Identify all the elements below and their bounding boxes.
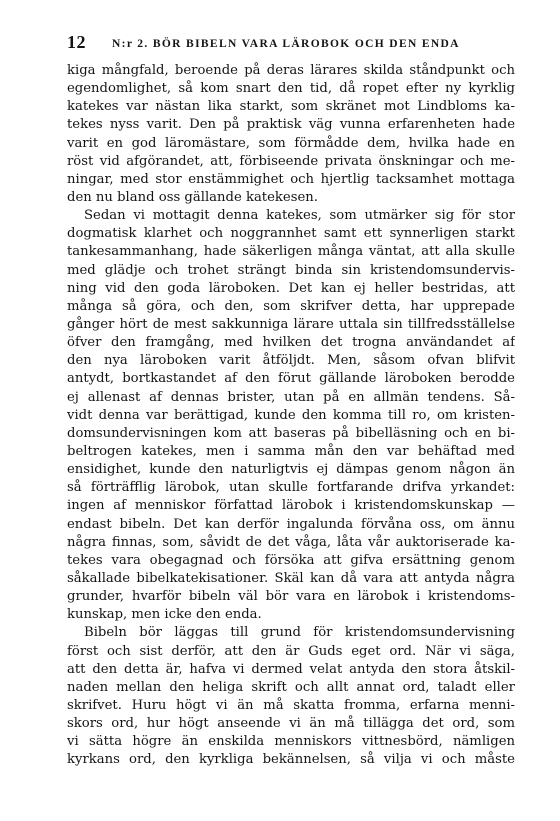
text-line: många så göra, och den, som skrifver detta, har upprepade <box>67 298 515 314</box>
text-line: ingen af menniskor författad lärobok i kristendomskunskap — <box>67 498 515 514</box>
text-line: tekes nyss varit. Den på praktisk väg vunna erfarenheten hade <box>67 117 515 133</box>
text-line: så förträfflig lärobok, utan skulle fortfarande drifva yrkandet: <box>67 480 515 496</box>
text-line: ningar, med stor enstämmighet och hjertlig tacksamhet mottaga <box>67 171 515 187</box>
text-line: att den detta är, hafva vi dermed velat antyda den stora åtskil- <box>67 661 515 677</box>
text-line: kyrkans ord, den kyrkliga bekännelsen, så vilja vi och måste <box>67 752 515 768</box>
text-line: först och sist derför, att den är Guds eget ord. När vi säga, <box>67 643 515 659</box>
text-line: ensidighet, kunde den naturligtvis ej dämpas genom någon än <box>67 462 515 478</box>
text-line: domsundervisningen kom att baseras på bibelläsning och en bi- <box>67 425 515 441</box>
text-line: vidt denna var berättigad, kunde den komma till ro, om kristen- <box>67 407 515 423</box>
text-line: Sedan vi mottagit denna katekes, som utmärker sig för stor <box>84 208 515 224</box>
text-line: naden mellan den heliga skrift och allt annat ord, taladt eller <box>67 679 515 695</box>
text-line: tankesammanhang, hade säkerligen många väntat, att alla skulle <box>67 244 515 260</box>
text-line: egendomlighet, så kom snart den tid, då ropet efter ny kyrklig <box>67 81 515 97</box>
text-line: den nu bland oss gällande katekesen. <box>67 189 318 205</box>
text-line: Bibeln bör läggas till grund för kristendomsundervisning <box>84 625 515 641</box>
text-line: dogmatisk klarhet och noggrannhet samt ett synnerligen starkt <box>67 226 515 242</box>
text-line: gånger hört de mest sakkunniga lärare uttala sin tillfredsställelse <box>67 316 515 332</box>
text-line: katekes var nästan lika starkt, som skränet mot Lindbloms ka- <box>67 99 515 115</box>
text-line: antydt, bortkastandet af den förut gällande läroboken berodde <box>67 371 515 387</box>
text-line: med glädje och trohet strängt binda sin kristendomsundervis- <box>67 262 515 278</box>
text-line: ning vid den goda läroboken. Det kan ej heller bestridas, att <box>67 280 515 296</box>
running-title: N:r 2. BÖR BIBELN VARA LÄROBOK OCH DEN ENDA <box>112 38 460 50</box>
book-page <box>67 32 515 769</box>
text-line: kiga mångfald, beroende på deras lärares skilda ståndpunkt och <box>67 63 515 78</box>
page-number: 12 <box>67 32 86 52</box>
text-line: den nya läroboken varit åtföljdt. Men, såsom ofvan blifvit <box>67 353 515 369</box>
text-line: ej allenast af dennas brister, utan på en allmän tendens. Så- <box>67 389 515 405</box>
text-line: varit en god läromästare, som förmådde dem, hvilka hade en <box>67 135 515 151</box>
text-line: grunder, hvarför bibeln väl bör vara en lärobok i kristendoms- <box>67 589 515 605</box>
text-line: röst vid afgörandet, att, förbiseende privata önskningar och me- <box>67 153 515 169</box>
running-head <box>67 32 515 54</box>
text-line: vi sätta högre än enskilda menniskors vittnesbörd, nämligen <box>67 734 515 750</box>
text-line: beltrogen katekes, men i samma mån den var behäftad med <box>67 443 515 459</box>
text-line: kunskap, men icke den enda. <box>67 607 262 623</box>
text-line: några finnas, som, såvidt de det våga, låta vår auktoriserade ka- <box>67 534 515 550</box>
text-line: såkallade bibelkatekisationer. Skäl kan då vara att antyda några <box>67 570 515 586</box>
body-text <box>67 62 515 769</box>
text-line: tekes vara obegagnad och försöka att gifva ersättning genom <box>67 552 515 568</box>
text-line: skors ord, hur högt anseende vi än må tillägga det ord, som <box>67 716 515 732</box>
text-line: öfver den framgång, med hvilken det trogna användandet af <box>67 335 515 351</box>
text-line: endast bibeln. Det kan derför ingalunda förvåna oss, om ännu <box>67 516 515 532</box>
text-line: skrifvet. Huru högt vi än må skatta fromma, erfarna menni- <box>67 697 515 713</box>
